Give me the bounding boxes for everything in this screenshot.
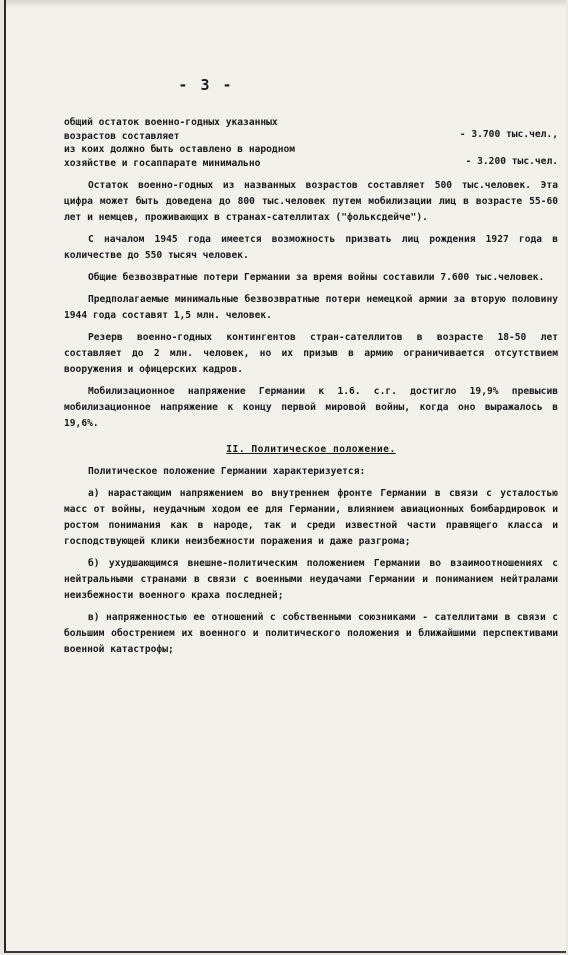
paragraph: Мобилизационное напряжение Германии к 1.6. с.г. достигло 19,9% превысив мобилизационное напряжение к концу первой мировой войны, когда оно выражалось в 19,6%.	[64, 386, 558, 429]
paragraph: С началом 1945 года имеется возможность призвать лиц рождения 1927 года в количестве до 550 тысяч человек.	[64, 234, 558, 261]
document-page	[4, 0, 566, 953]
summary-row-text: из коих должно быть оставлено в народном хозяйстве и госаппарате минимально	[64, 144, 296, 169]
paragraph: Резерв военно-годных контингентов стран-сателлитов в возрасте 18-50 лет составляет до 2 млн. человек, но их призыв в армию ограничивается отсутствием вооружения и офицерских кадров.	[64, 332, 558, 375]
summary-row-value: - 3.700 тыс.чел.,	[459, 129, 558, 140]
summary-row	[64, 116, 558, 143]
summary-row-value: - 3.200 тыс.чел.	[465, 156, 558, 167]
section-item: а) нарастающим напряжением во внутреннем фронте Германии в связи с усталостью масс от войны, неудачным ходом ее для Германии, влиянием авиационных бомбардировок и ростом понимания как в народе, так и среди известной части правящего класса и господствующей клики неизбежности поражения и даже разгрома;	[64, 488, 558, 547]
section-item: б) ухудшающимся внешне-политическим положением Германии во взаимоотношениях с нейтральными странами в связи с военными неудачами Германии и пониманием нейтралами неизбежности военного краха последней;	[64, 558, 558, 601]
paragraph: Предполагаемые минимальные безвозвратные потери немецкой армии за вторую половину 1944 года составят 1,5 млн. человек.	[64, 294, 558, 321]
summary-row	[64, 143, 558, 170]
paragraph: Общие безвозвратные потери Германии за время войны составили 7.600 тыс.человек.	[88, 272, 545, 283]
document-body	[64, 116, 558, 664]
page-number: - 3 -	[178, 76, 234, 94]
paragraph: Остаток военно-годных из названных возрастов составляет 500 тыс.человек. Эта цифра может быть доведена до 800 тыс.человек путем мобилизации лиц в возрасте 55-60 лет и немцев, проживающих в странах-сателлитах ("фольксдейче").	[64, 180, 558, 223]
section-item: в) напряженностью ее отношений с собственными союзниками - сателлитами в связи с большим обострением их военного и политического положения и ближайшими перспективами военной катастрофы;	[64, 612, 558, 655]
section-heading: II. Политическое положение.	[226, 444, 396, 455]
section-intro: Политическое положение Германии характеризуется:	[88, 466, 366, 477]
page-top-edge	[6, 0, 566, 8]
summary-row-text: общий остаток военно-годных указанных возрастов составляет	[64, 117, 278, 142]
